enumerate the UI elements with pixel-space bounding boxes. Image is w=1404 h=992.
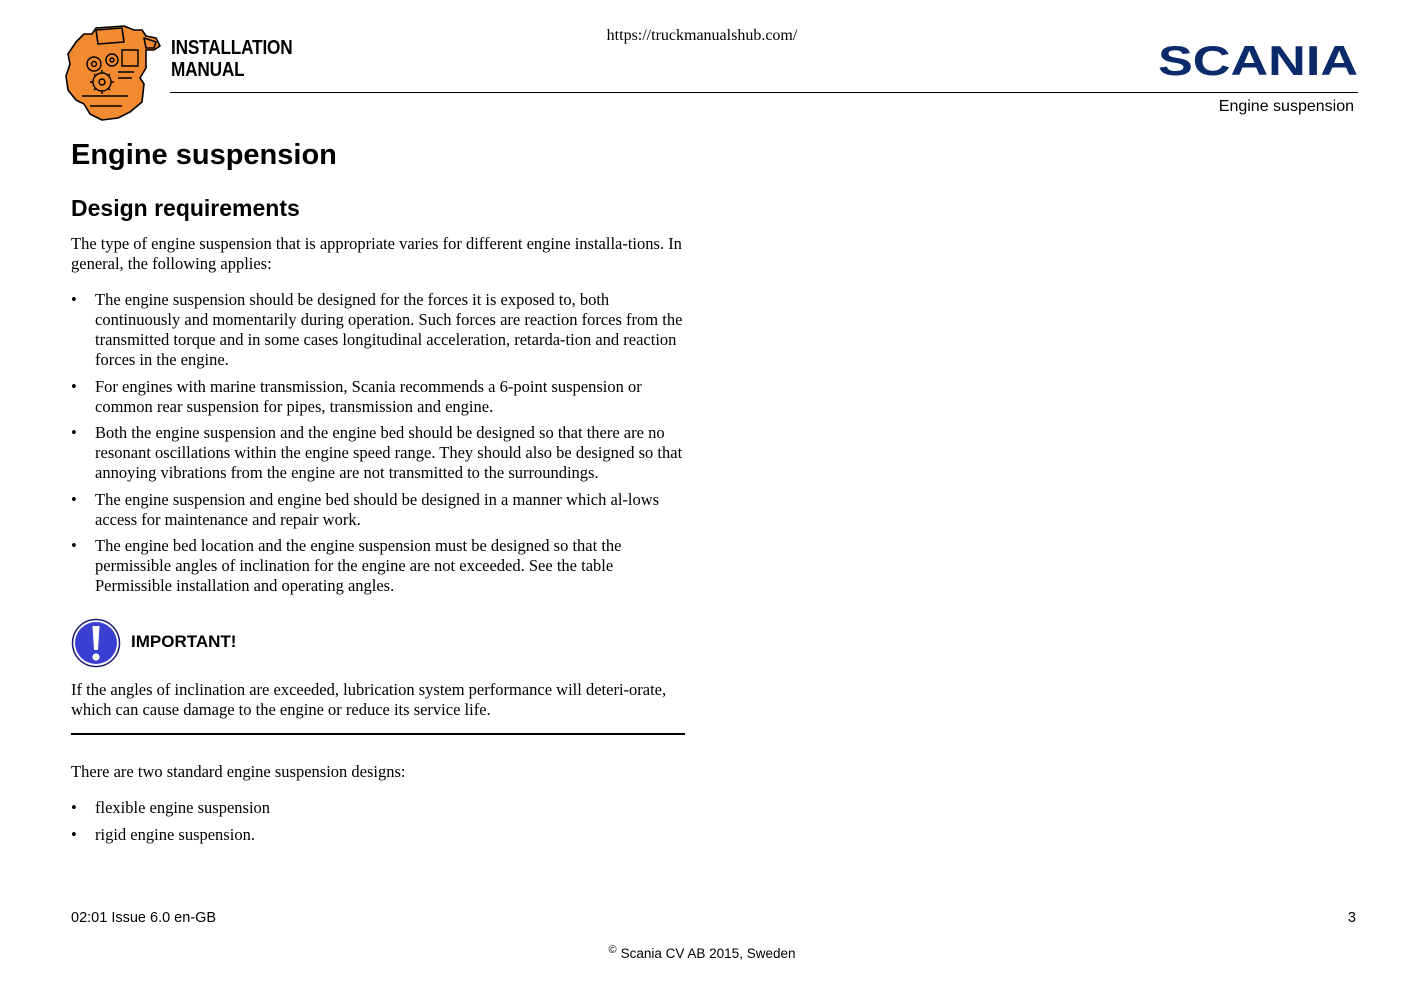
- important-label: IMPORTANT!: [131, 632, 237, 651]
- list-item-text: The engine suspension should be designed for the forces it is exposed to, both continuously and momentarily during operation. Such forces are reaction forces from the transmitted torque and in some cases longitudinal acceleration, retarda-tion and reaction forces in the engine.: [95, 290, 683, 369]
- important-notice: [71, 618, 685, 670]
- page-title: Engine suspension: [71, 139, 337, 171]
- manual-title-line-2: MANUAL: [171, 59, 245, 81]
- bullet-icon: •: [71, 536, 77, 555]
- important-text: If the angles of inclination are exceeded, lubrication system performance will deteri-orate, which can cause damage to the engine or reduce its service life.: [71, 680, 667, 719]
- list-item-text: The engine bed location and the engine suspension must be designed so that the permissible angles of inclination for the engine are not exceeded. See the table Permissible installation and operating angles.: [95, 536, 622, 595]
- section-title: Design requirements: [71, 195, 300, 221]
- bullet-icon: •: [71, 423, 77, 442]
- page-content: [71, 136, 685, 851]
- bullet-icon: •: [71, 798, 77, 817]
- list-item: [71, 798, 685, 818]
- scania-logo-text: SCANIA: [1158, 44, 1358, 78]
- list-item-text: Both the engine suspension and the engine bed should be designed so that there are no resonant oscillations within the engine speed range. They should also be designed so that annoying vibrations from the engine are not transmitted to the surroundings.: [95, 423, 683, 482]
- bullet-icon: •: [71, 376, 77, 396]
- copyright: [0, 944, 1404, 961]
- intro-paragraph: The type of engine suspension that is appropriate varies for different engine installa-tions. In general, the following applies:: [71, 234, 682, 273]
- designs-intro: There are two standard engine suspension designs:: [71, 762, 406, 781]
- issue-info: 02:01 Issue 6.0 en-GB: [71, 910, 217, 926]
- page-number: 3: [1347, 910, 1356, 926]
- requirements-list: [71, 290, 685, 596]
- scania-logo: [1158, 44, 1358, 78]
- list-item: [71, 490, 685, 530]
- copyright-text: Scania CV AB 2015, Sweden: [620, 946, 796, 961]
- list-item-text: rigid engine suspension.: [95, 824, 255, 844]
- list-item-text: flexible engine suspension: [95, 798, 271, 817]
- list-item: [71, 536, 685, 596]
- bullet-icon: •: [71, 290, 77, 309]
- designs-list: [71, 798, 685, 845]
- source-url[interactable]: https://truckmanualshub.com/: [606, 27, 798, 44]
- list-item: [71, 377, 685, 417]
- manual-title-line-1: INSTALLATION: [171, 37, 293, 59]
- running-head: Engine suspension: [1218, 98, 1354, 115]
- list-item-text: The engine suspension and engine bed should be designed in a manner which al-lows access for maintenance and repair work.: [95, 489, 660, 529]
- list-item: [71, 825, 685, 845]
- copyright-symbol: ©: [608, 944, 617, 956]
- exclamation-icon: [71, 618, 121, 668]
- bullet-icon: •: [71, 824, 77, 844]
- bullet-icon: •: [71, 489, 77, 509]
- list-item-text: For engines with marine transmission, Scania recommends a 6-point suspension or common rear suspension for pipes, transmission and engine.: [95, 376, 642, 416]
- notice-divider: [71, 733, 685, 735]
- header-rule: [170, 92, 1358, 93]
- list-item: [71, 290, 685, 370]
- list-item: [71, 423, 685, 483]
